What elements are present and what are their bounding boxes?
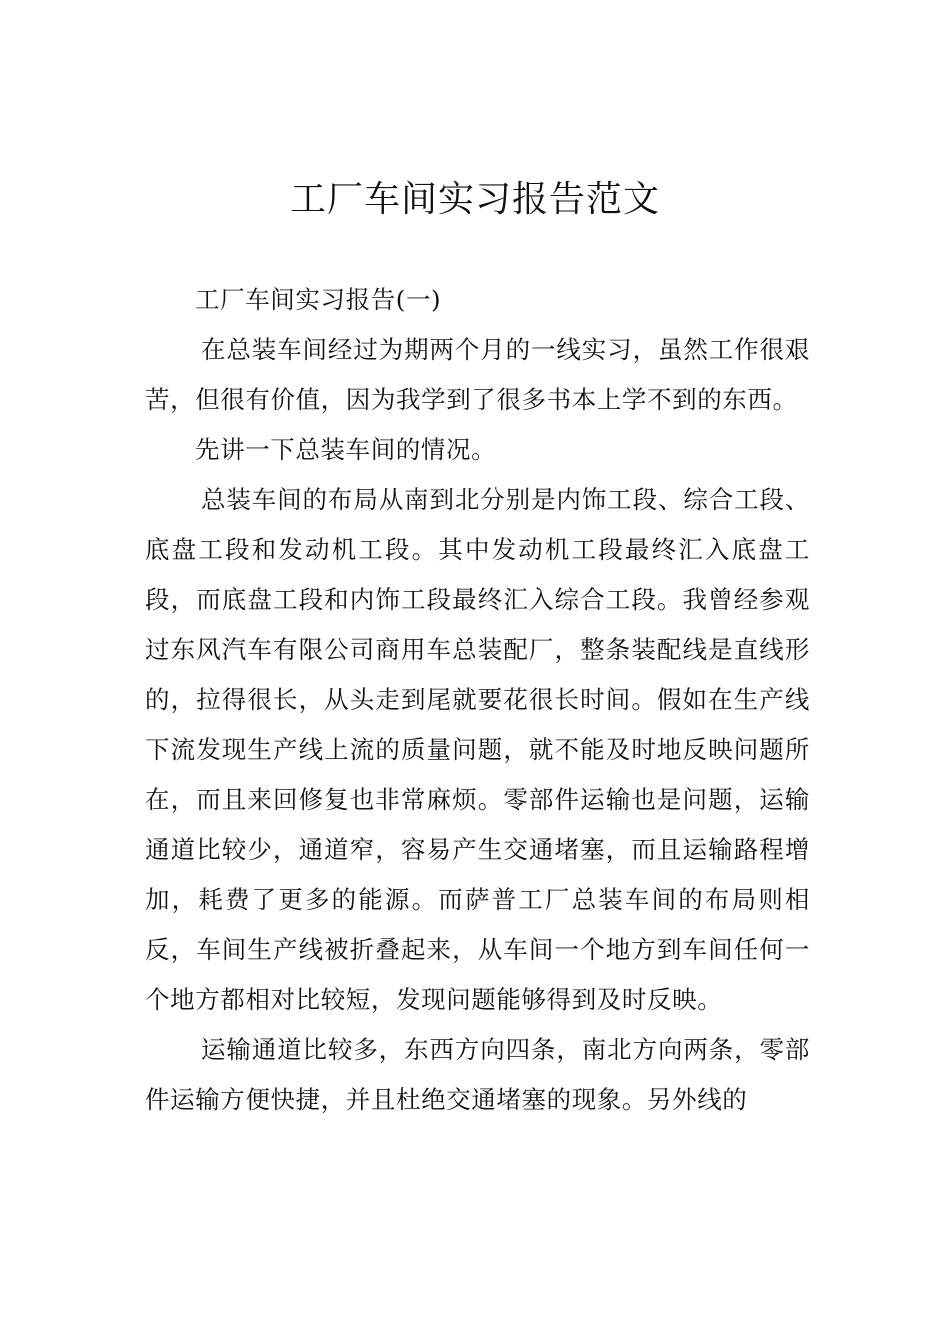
document-body (145, 275, 810, 1125)
section-heading: 工厂车间实习报告(一) (195, 285, 442, 314)
paragraph: 运输通道比较多，东西方向四条，南北方向两条，零部件运输方便快捷，并且杜绝交通堵塞的现象。另外线的 (145, 1035, 810, 1114)
document-title: 工厂车间实习报告范文 (289, 179, 660, 220)
paragraph: 在总装车间经过为期两个月的一线实习，虽然工作很艰苦，但很有价值，因为我学到了很多书本上学不到的东西。 (145, 335, 810, 414)
paragraph: 先讲一下总装车间的情况。 (195, 435, 497, 464)
paragraph: 总装车间的布局从南到北分别是内饰工段、综合工段、底盘工段和发动机工段。其中发动机工段最终汇入底盘工段，而底盘工段和内饰工段最终汇入综合工段。我曾经参观过东风汽车有限公司商用车总装配厂，整条装配线是直线形的，拉得很长，从头走到尾就要花很长时间。假如在生产线下流发现生产线上流的质量问题，就不能及时地反映问题所在，而且来回修复也非常麻烦。零部件运输也是问题，运输通道比较少，通道窄，容易产生交通堵塞，而且运输路程增加，耗费了更多的能源。而萨普工厂总装车间的布局则相反，车间生产线被折叠起来，从车间一个地方到车间任何一个地方都相对比较短，发现问题能够得到及时反映。 (145, 485, 810, 1014)
